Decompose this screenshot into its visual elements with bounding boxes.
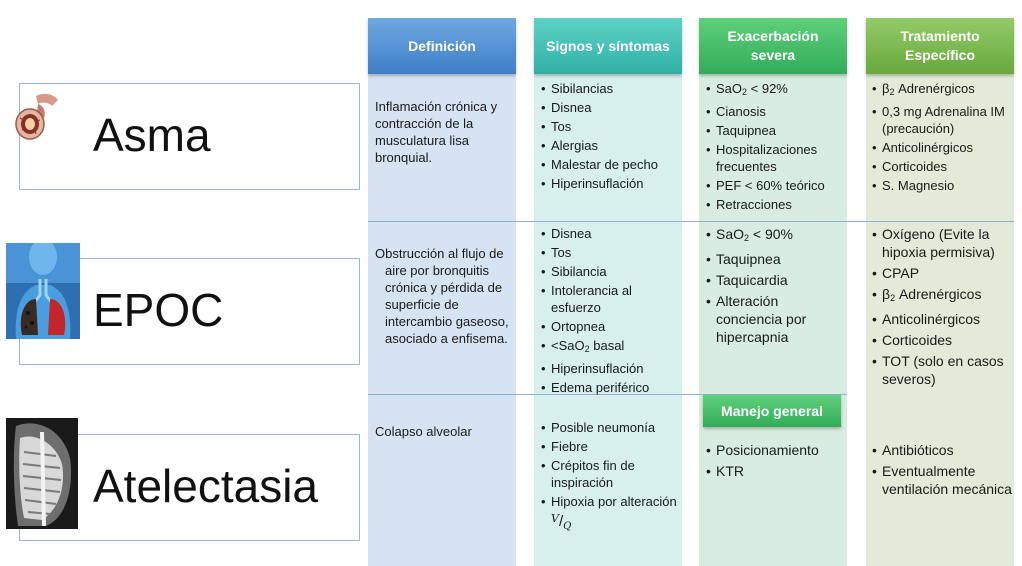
asma-tratamiento	[872, 80, 1014, 196]
list-item: • Retracciones	[706, 196, 846, 213]
list-item: • Sibilancias	[541, 80, 679, 97]
list-item: • Intolerancia al esfuerzo	[541, 282, 681, 316]
header-definicion: Definición	[368, 18, 516, 74]
list-item: • CPAP	[872, 264, 1014, 282]
epoc-signos	[541, 225, 681, 398]
list-item: • Oxígeno (Evite la hipoxia permisiva)	[872, 225, 1014, 261]
list-item: • KTR	[706, 462, 846, 480]
epoc-definicion: Obstrucción al flujo de aire por bronquitis crónica y pérdida de superficie de intercambio gaseoso, asociado a enfisema.	[375, 246, 509, 346]
atelectasia-signos	[541, 419, 681, 537]
list-item: • Posicionamiento	[706, 441, 846, 459]
list-item: • Antibióticos	[872, 441, 1014, 459]
list-item: • Alergias	[541, 137, 679, 154]
list-item: • Hospitalizaciones frecuentes	[706, 141, 846, 175]
header-tratamiento: Tratamiento Específico	[866, 18, 1014, 74]
row-divider	[368, 221, 1014, 222]
list-item: • Taquipnea	[706, 122, 846, 139]
header-exacerbacion: Exacerbación severa	[699, 18, 847, 74]
asma-definicion: Inflamación crónica y contracción de la musculatura lisa bronquial.	[375, 99, 498, 165]
list-item: • Ortopnea	[541, 318, 681, 335]
row-label-epoc-text: EPOC	[93, 284, 224, 336]
list-item: • Hiperinsuflación	[541, 175, 679, 192]
list-item: • Hipoxia por alteración $^V/_Q$	[541, 493, 681, 535]
list-item: • Tos	[541, 118, 679, 135]
list-item: • Alteración conciencia por hipercapnia	[706, 292, 846, 346]
list-item: • Malestar de pecho	[541, 156, 679, 173]
list-item: • Hiperinsuflación	[541, 360, 681, 377]
list-item: • S. Magnesio	[872, 177, 1014, 194]
list-item: • Disnea	[541, 99, 679, 116]
list-item: • TOT (solo en casos severos)	[872, 352, 1014, 388]
header-signos: Signos y síntomas	[534, 18, 682, 74]
epoc-tratamiento	[872, 225, 1014, 391]
list-item: • 0,3 mg Adrenalina IM (precaución)	[872, 103, 1014, 137]
atelectasia-manejo	[706, 441, 846, 483]
list-item: • Eventualmente ventilación mecánica	[872, 462, 1014, 498]
list-item: • SaO$_2$ < 90%	[706, 225, 846, 247]
asma-exacerbacion	[706, 80, 846, 215]
asma-signos	[541, 80, 679, 194]
lungs-icon	[6, 243, 80, 339]
xray-icon	[6, 418, 78, 529]
list-item: • $\beta_2$ Adrenérgicos	[872, 285, 1014, 307]
row-label-asma-text: Asma	[93, 109, 211, 161]
list-item: • Posible neumonía	[541, 419, 681, 436]
list-item: • <SaO$_2$ basal	[541, 337, 681, 358]
row-label-atelectasia-text: Atelectasia	[93, 460, 319, 512]
epoc-exacerbacion	[706, 225, 846, 349]
list-item: • Tos	[541, 244, 681, 261]
list-item: • Disnea	[541, 225, 681, 242]
list-item: • Corticoides	[872, 331, 1014, 349]
list-item: • Anticolinérgicos	[872, 310, 1014, 328]
list-item: • PEF < 60% teórico	[706, 177, 846, 194]
list-item: • SaO$_2$ < 92%	[706, 80, 846, 101]
list-item: • Cianosis	[706, 103, 846, 120]
header-manejo-general: Manejo general	[703, 395, 841, 427]
list-item: • Fiebre	[541, 438, 681, 455]
list-item: • Corticoides	[872, 158, 1014, 175]
atelectasia-tratamiento	[872, 441, 1014, 501]
list-item: • Taquipnea	[706, 250, 846, 268]
list-item: • $\beta_2$ Adrenérgicos	[872, 80, 1014, 101]
list-item: • Edema periférico	[541, 379, 681, 396]
list-item: • Crépitos fin de inspiración	[541, 457, 681, 491]
bronchus-icon	[14, 90, 62, 142]
row-label-asma	[19, 83, 360, 190]
atelectasia-definicion: Colapso alveolar	[375, 424, 472, 439]
list-item: • Sibilancia	[541, 263, 681, 280]
list-item: • Anticolinérgicos	[872, 139, 1014, 156]
list-item: • Taquicardia	[706, 271, 846, 289]
